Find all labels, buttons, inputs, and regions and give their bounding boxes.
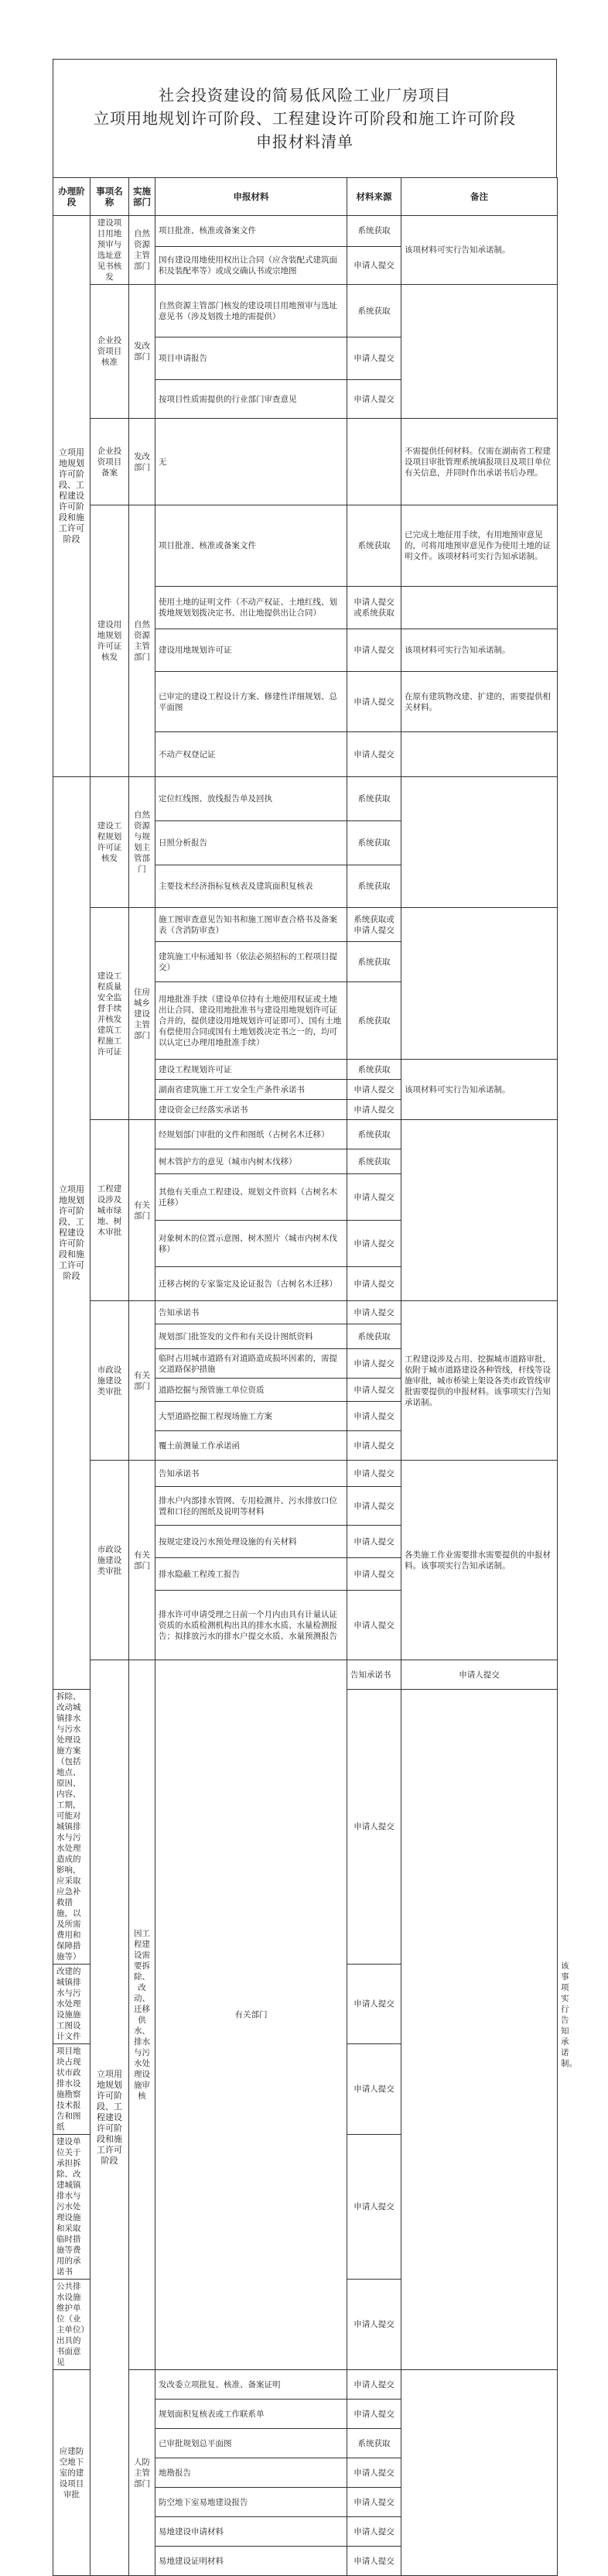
stage-cell-3: 立项用地规划许可阶段、工程建设许可阶段和施工许可阶段 [91, 1660, 129, 2576]
material-cell: 道路挖掘与预管施工单位资质 [155, 1379, 347, 1402]
source-cell: 系统获取 [347, 1324, 401, 1349]
source-cell: 系统获取 [347, 865, 401, 908]
material-cell: 防空地下室易地建设报告 [155, 2488, 347, 2517]
source-cell: 申请人提交 [347, 1402, 401, 1431]
header-item: 事项名称 [91, 178, 129, 216]
note-cell: 该项材料可实行告知承诺制。 [401, 1060, 558, 1120]
source-cell: 申请人提交 [347, 672, 401, 732]
table-row [53, 908, 558, 942]
source-cell: 系统获取 [347, 1060, 401, 1080]
title-line-2: 立项用地规划许可阶段、工程建设许可阶段和施工许可阶段 [94, 109, 516, 128]
material-cell: 排水许可申请受理之日前一个月内由具有计量认证资质的水质检测机构出具的排水水质、水量检测报告；拟排放污水的排水户提交水质、水量预测报告 [155, 1591, 347, 1660]
table-row: 立项用地规划许可阶段、工程建设许可阶段和施工许可阶段 因工程建设需要拆除、改动、迁移供水、排水与污水处理设施审核 有关部门 告知承诺书 申请人提交 该事项实行告知承诺制。 [53, 1660, 558, 1690]
item-cell: 市政设施建设类审批 [91, 1301, 129, 1461]
item-cell: 企业投资项目核准 [91, 285, 129, 419]
source-cell: 申请人提交 [347, 2547, 401, 2576]
source-cell: 申请人提交 [347, 1080, 401, 1100]
source-cell: 申请人提交 [347, 1591, 401, 1660]
table-row [53, 505, 558, 587]
source-cell: 系统获取 [347, 1149, 401, 1174]
material-cell: 经规划部门审批的文件和图纸（古树名木迁移） [155, 1120, 347, 1149]
material-cell: 不动产权登记证 [155, 732, 347, 777]
item-cell: 建设项目用地预审与选址意见书核发 [91, 216, 129, 285]
source-cell: 申请人提交 [347, 1221, 401, 1267]
source-cell: 申请人提交 [347, 1100, 401, 1120]
dept-cell: 住房城乡建设主管部门 [129, 908, 155, 1120]
material-cell: 大型道路挖掘工程现场施工方案 [155, 1402, 347, 1431]
source-cell: 系统获取 [347, 777, 401, 821]
source-cell: 申请人提交 [347, 1461, 401, 1487]
material-cell: 发改委立项批复、核准、备案证明 [155, 2370, 347, 2400]
table-row [53, 2370, 558, 2400]
material-cell: 公共排水设施维护单位（业主单位）出具的书面意见 [53, 2280, 91, 2370]
item-cell: 因工程建设需要拆除、改动、迁移供水、排水与污水处理设施审核 [129, 1660, 155, 2370]
item-cell: 工程建设涉及城市绿地、树木审批 [91, 1120, 129, 1301]
source-cell: 申请人提交 [347, 2370, 401, 2400]
dept-cell: 人防主管部门 [129, 2370, 155, 2576]
table-row [53, 777, 558, 821]
table-header-row [53, 178, 558, 216]
material-cell: 按项目性质需提供的行业部门审查意见 [155, 380, 347, 419]
stage-cell-2: 立项用地规划许可阶段、工程建设许可阶段和施工许可阶段 [53, 777, 91, 1690]
material-cell: 改建的城镇排水与污水处理设施施工图设计文件 [53, 1965, 91, 2044]
table-row [53, 285, 558, 337]
note-cell: 不需提供任何材料。仅需在湖南省工程建设项目审批管理系统填报项目及项目单位有关信息，并同时作出承诺书后办理。 [401, 419, 558, 505]
material-cell: 自然资源主管部门核发的建设项目用地预审与选址意见书（涉及划拨土地的需提供） [155, 285, 347, 337]
material-cell: 日照分析报告 [155, 821, 347, 865]
material-cell: 项目地块占现状市政排水设施勘察技术报告和图纸 [53, 2044, 91, 2135]
header-dept: 实施部门 [129, 178, 155, 216]
header-material: 申报材料 [155, 178, 347, 216]
source-cell: 申请人提交 [347, 337, 401, 380]
source-cell: 申请人提交 [347, 1267, 401, 1301]
material-cell: 迁移古树的专家鉴定及论证报告（古树名木迁移） [155, 1267, 347, 1301]
source-cell: 申请人提交或系统获取 [347, 587, 401, 629]
item-cell: 建设工程规划许可证核发 [91, 777, 129, 908]
material-cell: 建设工程规划许可证 [155, 1060, 347, 1080]
source-cell: 申请人提交 [347, 1965, 401, 2044]
material-cell: 树木管护方的意见（城市内树木伐移） [155, 1149, 347, 1174]
material-cell: 地勘报告 [155, 2458, 347, 2488]
material-cell: 覆土前测量工作承诺函 [155, 1431, 347, 1461]
material-cell: 湖南省建筑施工开工安全生产条件承诺书 [155, 1080, 347, 1100]
material-cell: 告知承诺书 [155, 1301, 347, 1324]
source-cell: 申请人提交 [347, 732, 401, 777]
dept-cell: 发改部门 [129, 285, 155, 419]
material-cell: 定位红线图、放线报告单及回执 [155, 777, 347, 821]
source-cell: 申请人提交 [347, 2400, 401, 2429]
material-cell: 已审批规划总平面图 [155, 2429, 347, 2458]
material-cell: 排水户内部排水管网、专用检测井、污水排放口位置和口径的图纸及说明等材料 [155, 1487, 347, 1526]
source-cell: 系统获取 [347, 216, 401, 247]
table-row [53, 1461, 558, 1487]
source-cell: 系统获取 [347, 2429, 401, 2458]
source-cell: 申请人提交 [347, 1379, 401, 1402]
item-cell: 建设工程质量安全监督手续并核发建筑工程施工许可证 [91, 908, 129, 1120]
table-row [53, 419, 558, 505]
note-cell: 该项材料可实行告知承诺制。 [401, 629, 558, 672]
material-cell: 建设用地规划许可证 [155, 629, 347, 672]
dept-cell: 有关部门 [129, 1461, 155, 1660]
material-cell: 使用土地的证明文件（不动产权证、土地红线、划拨地规划划拨决定书、出让地提供出让合同） [155, 587, 347, 629]
item-cell: 建设用地规划许可证核发 [91, 505, 129, 777]
material-cell: 规划部门批签发的文件和有关设计图纸资料 [155, 1324, 347, 1349]
source-cell: 申请人提交 [347, 1690, 401, 1965]
source-cell: 系统获取 [347, 821, 401, 865]
material-cell: 排水隐蔽工程竣工报告 [155, 1558, 347, 1591]
document-page [53, 59, 577, 2576]
source-cell: 申请人提交 [347, 1431, 401, 1461]
dept-cell: 有关部门 [155, 1660, 347, 2370]
material-cell: 易地建设申请材料 [155, 2517, 347, 2547]
material-cell: 拆除、改动城镇排水与污水处理设施方案（包括地点、原因、内容、工期，可能对城镇排水与污水处理造成的影响，应采取应急补救措施，以及所需费用和保障措施等） [53, 1690, 91, 1965]
material-cell: 临时占用城市道路有对道路造成损坏因素的，需提交道路保护措施 [155, 1349, 347, 1379]
material-cell: 项目批准、核准或备案文件 [155, 505, 347, 587]
item-cell: 企业投资项目备案 [91, 419, 129, 505]
source-cell: 申请人提交 [347, 1526, 401, 1558]
source-cell: 申请人提交 [347, 1174, 401, 1221]
material-cell: 其他有关重点工程建设、规划文件资料（古树名木迁移） [155, 1174, 347, 1221]
source-cell: 申请人提交 [347, 2488, 401, 2517]
materials-table [53, 177, 577, 2576]
header-note: 备注 [401, 178, 558, 216]
source-cell: 申请人提交 [347, 2517, 401, 2547]
source-cell: 申请人提交 [347, 1558, 401, 1591]
note-cell: 该项材料可实行告知承诺制。 [401, 216, 558, 285]
material-cell: 对象树木的位置示意图、树木照片（城市内树木伐移） [155, 1221, 347, 1267]
source-cell: 申请人提交 [347, 1487, 401, 1526]
material-cell: 按规定建设污水预处理设施的有关材料 [155, 1526, 347, 1558]
header-stage: 办理阶段 [53, 178, 91, 216]
material-cell: 告知承诺书 [347, 1660, 401, 1690]
header-source: 材料来源 [347, 178, 401, 216]
source-cell: 申请人提交 [401, 1660, 558, 1690]
material-cell: 国有建设用地使用权出让合同（应含装配式建筑面积及装配率等）或成交确认书或宗地图 [155, 246, 347, 284]
title-line-1: 社会投资建设的简易低风险工业厂房项目 [159, 86, 451, 104]
source-cell: 申请人提交 [347, 2135, 401, 2280]
material-cell: 建筑施工中标通知书（依法必须招标的工程项目提交） [155, 942, 347, 982]
material-cell: 用地批准手续（建设单位持有土地使用权证或土地出让合同、建设用地批准书与建设用地规划许可证合并的，提供建设用地规划许可证即可）、国有土地有偿使用合同或国有土地划拨决定书之一的，均可以认定已办理用地批准手续） [155, 982, 347, 1060]
note-cell: 已完成土地征用手续，有用地预审意见的，可将用地预审意见作为使用土地的证明文件。该项材料可实行告知承诺制。 [401, 505, 558, 587]
dept-cell: 自然资源与规划主管部门 [129, 777, 155, 908]
note-cell: 工程建设涉及占用、挖掘城市道路审批，依附于城市道路建设各种管线，杆线等设施审批，城市桥梁上架设各类市政管线审批需要提供的申报材料。该事项实行告知承诺制。 [401, 1301, 558, 1461]
source-cell: 系统获取 [347, 1120, 401, 1149]
source-cell: 申请人提交 [347, 380, 401, 419]
source-cell: 申请人提交 [347, 2044, 401, 2135]
title-line-3: 申报材料清单 [256, 132, 354, 151]
table-row [53, 216, 558, 247]
source-cell [347, 419, 401, 505]
source-cell: 系统获取 [347, 942, 401, 982]
source-cell: 申请人提交 [347, 246, 401, 284]
item-cell: 市政设施建设类审批 [91, 1461, 129, 1660]
dept-cell: 发改部门 [129, 419, 155, 505]
source-cell: 系统获取 [347, 285, 401, 337]
material-cell: 告知承诺书 [155, 1461, 347, 1487]
item-cell: 应建防空地下室的建设项目审批 [53, 2370, 91, 2576]
source-cell: 系统获取 [347, 505, 401, 587]
source-cell: 申请人提交 [347, 1301, 401, 1324]
source-cell: 系统获取 [347, 982, 401, 1060]
material-cell: 施工图审查意见告知书和施工图审查合格书及备案表（含消防审查） [155, 908, 347, 942]
dept-cell: 自然资源主管部门 [129, 216, 155, 285]
source-cell: 申请人提交 [347, 629, 401, 672]
material-cell: 项目批准、核准或备案文件 [155, 216, 347, 247]
note-cell: 各类施工作业需要排水需要提供的申报材料。该事项实行告知承诺制。 [401, 1461, 558, 1660]
source-cell: 申请人提交 [347, 1349, 401, 1379]
table-row [53, 1120, 558, 1149]
material-cell: 项目申请报告 [155, 337, 347, 380]
note-cell: 在原有建筑物改建、扩建的，需要提供相关材料。 [401, 672, 558, 732]
source-cell: 申请人提交 [347, 2458, 401, 2488]
material-cell: 已审定的建设工程设计方案、修建性详细规划、总平面图 [155, 672, 347, 732]
material-cell: 主要技术经济指标复核表及建筑面积复核表 [155, 865, 347, 908]
source-cell: 申请人提交 [347, 2280, 401, 2370]
material-cell: 易地建设证明材料 [155, 2547, 347, 2576]
material-cell: 规划面积复核表或工作联系单 [155, 2400, 347, 2429]
source-cell: 系统获取或申请人提交 [347, 908, 401, 942]
dept-cell: 有关部门 [129, 1120, 155, 1301]
stage-cell-1: 立项用地规划许可阶段、工程建设许可阶段和施工许可阶段 [53, 216, 91, 777]
material-cell: 建设资金已经落实承诺书 [155, 1100, 347, 1120]
document-title [53, 59, 557, 177]
dept-cell: 自然资源主管部门 [129, 505, 155, 777]
material-cell: 无 [155, 419, 347, 505]
material-cell: 建设单位关于承担拆除、改建城镇排水与污水处理设施和采取临时措施等费用的承诺书 [53, 2135, 91, 2280]
table-row [53, 1301, 558, 1324]
dept-cell: 有关部门 [129, 1301, 155, 1461]
